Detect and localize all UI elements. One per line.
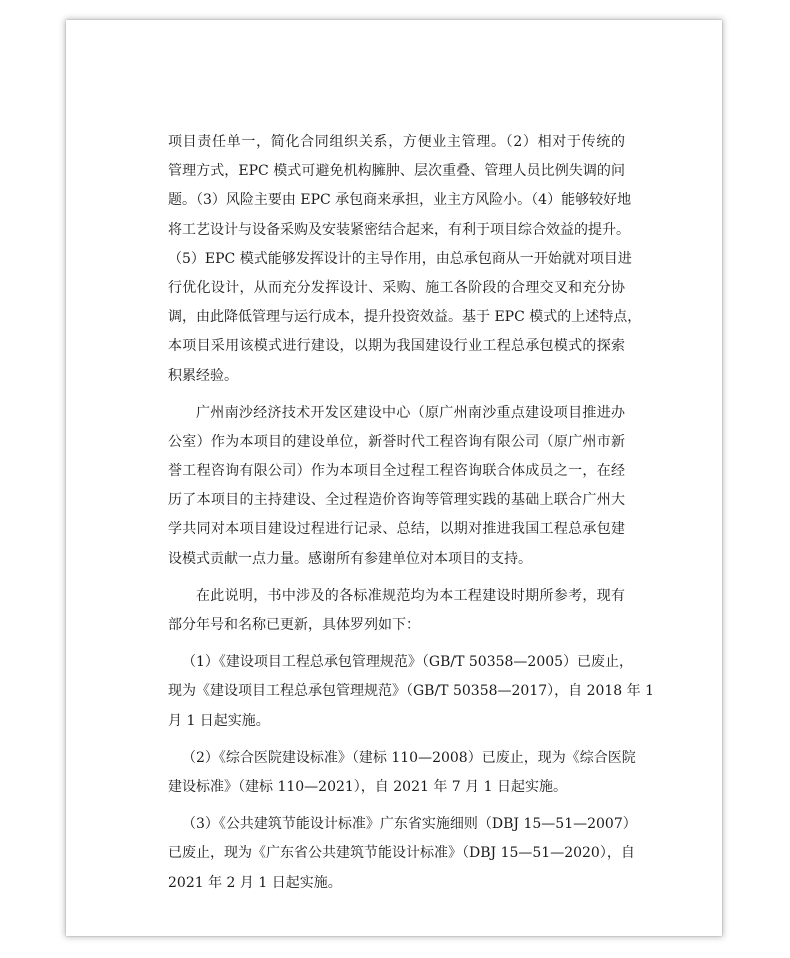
text-line: 在此说明，书中涉及的各标准规范均为本工程建设时期所参考，现有 <box>196 587 625 604</box>
text-line: 项目责任单一，简化合同组织关系，方便业主管理。（2）相对于传统的 <box>168 134 625 150</box>
text-line: 2021 年 2 月 1 日起实施。 <box>168 874 342 891</box>
text-line: 管理方式，EPC 模式可避免机构臃肿、层次重叠、管理人员比例失调的问 <box>168 163 625 180</box>
paragraph-standards-note <box>168 582 625 640</box>
text-line: 本项目采用该模式进行建设，以期为我国建设行业工程总承包模式的探索 <box>168 338 625 355</box>
standard-item-3 <box>168 810 637 898</box>
paragraph-acknowledgement <box>168 399 625 574</box>
text-line: 将工艺设计与设备采购及安装紧密结合起来，有利于项目综合效益的提升。 <box>168 221 630 238</box>
text-line: 题。（3）风险主要由 EPC 承包商来承担，业主方风险小。（4）能够较好地 <box>168 192 632 209</box>
text-line: （5）EPC 模式能够发挥设计的主导作用，由总承包商从一开始就对项目进 <box>168 250 632 267</box>
text-line: 建设标准》（建标 110—2021），自 2021 年 7 月 1 日起实施。 <box>168 778 567 795</box>
text-line: 行优化设计，从而充分发挥设计、采购、施工各阶段的合理交叉和充分协 <box>168 279 625 296</box>
text-line: 公室）作为本项目的建设单位，新誉时代工程咨询有限公司（原广州市新 <box>168 433 625 450</box>
text-line: 现为《建设项目工程总承包管理规范》（GB/T 50358—2017），自 2018 年 1 <box>168 683 655 700</box>
text-line: 积累经验。 <box>168 367 238 384</box>
standard-item-1 <box>168 648 655 736</box>
paragraph-epc-advantages <box>168 128 642 391</box>
text-line: 部分年号和名称已更新，具体罗列如下： <box>168 617 420 633</box>
text-line: 设模式贡献一点力量。感谢所有参建单位对本项目的支持。 <box>168 550 532 567</box>
text-line: 誉工程咨询有限公司）作为本项目全过程工程咨询联合体成员之一，在经 <box>168 463 625 480</box>
document-page <box>66 20 722 936</box>
text-line: 调，由此降低管理与运行成本，提升投资效益。基于 EPC 模式的上述特点， <box>168 309 642 326</box>
text-line: 学共同对本项目建设过程进行记录、总结，以期对推进我国工程总承包建 <box>168 521 625 538</box>
text-line: 已废止，现为《广东省公共建筑节能设计标准》（DBJ 15—51—2020），自 <box>168 845 635 862</box>
text-line: （3）《公共建筑节能设计标准》广东省实施细则（DBJ 15—51—2007） <box>182 816 637 833</box>
body-text <box>168 128 655 898</box>
standard-item-2 <box>168 744 636 802</box>
text-line: 月 1 日起实施。 <box>168 712 270 729</box>
text-line: 历了本项目的主持建设、全过程造价咨询等管理实践的基础上联合广州大 <box>168 492 625 509</box>
text-line: （2）《综合医院建设标准》（建标 110—2008）已废止，现为《综合医院 <box>182 749 636 766</box>
text-line: 广州南沙经济技术开发区建设中心（原广州南沙重点建设项目推进办 <box>196 404 625 421</box>
text-line: （1）《建设项目工程总承包管理规范》（GB/T 50358—2005）已废止， <box>182 654 634 671</box>
